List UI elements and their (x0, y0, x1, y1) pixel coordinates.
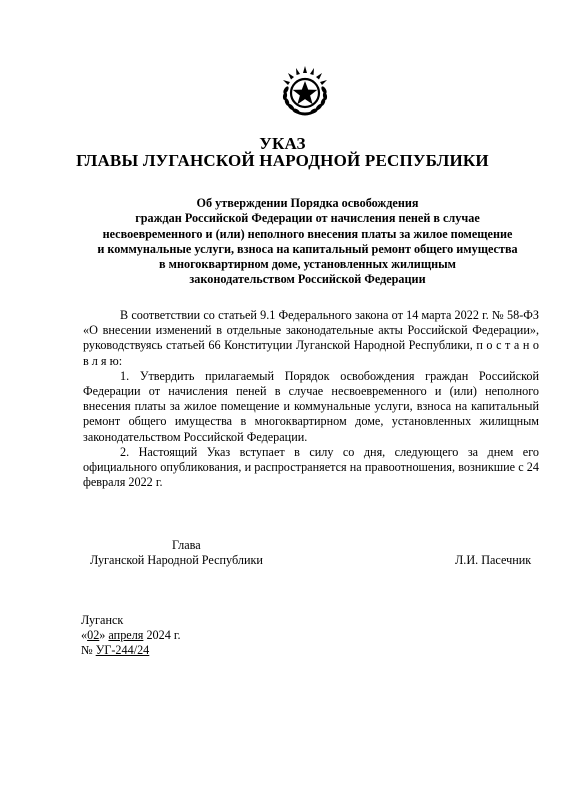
lpr-coat-of-arms-icon (276, 64, 334, 118)
decree-title: УКАЗ (259, 134, 306, 153)
subject-line: граждан Российской Федерации от начисления пеней в случае (135, 211, 480, 226)
number-prefix: № (81, 643, 96, 657)
decree-subject (40, 196, 565, 288)
signatory-position: Глава (172, 538, 201, 552)
number-value: УГ-244/24 (95, 643, 150, 657)
decree-issuer: ГЛАВЫ ЛУГАНСКОЙ НАРОДНОЙ РЕСПУБЛИКИ (76, 151, 489, 170)
subject-line: Об утверждении Порядка освобождения (196, 196, 419, 210)
date-day: 02 (87, 628, 100, 642)
issue-city: Луганск (81, 613, 124, 627)
subject-line: в многоквартирном доме, установленных жилищным (159, 257, 456, 272)
date-month: апреля (108, 628, 144, 642)
decree-number (81, 643, 149, 658)
subject-line: несвоевременного и (или) неполного внесения платы за жилое помещение (102, 226, 513, 241)
date-quote-close: » (99, 628, 109, 642)
preamble-paragraph: В соответствии со статьей 9.1 Федерального закона от 14 марта 2022 г. № 58-ФЗ «О внесении изменений в отдельные законодательные акты Российской Федерации», руководствуясь статьей 66 Конституции Луганской Народной Республики, п о с т а н о в л я ю: (83, 308, 539, 368)
subject-line: законодательством Российской Федерации (189, 272, 426, 287)
signatory-organization: Луганской Народной Республики (90, 553, 263, 567)
issue-date (81, 628, 181, 643)
date-year: 2024 г. (143, 628, 181, 642)
clause-2-paragraph: 2. Настоящий Указ вступает в силу со дня, следующего за днем его официального опубликования, и распространяется на правоотношения, возникшие с 24 февраля 2022 г. (83, 444, 539, 490)
date-quote-open: « (81, 628, 88, 642)
subject-line: и коммунальные услуги, взноса на капитальный ремонт общего имущества (97, 241, 518, 256)
clause-1-paragraph: 1. Утвердить прилагаемый Порядок освобождения граждан Российской Федерации от начисления пеней в случае несвоевременного и (или) неполного внесения платы за жилое помещение и коммунальные услуги, взноса на капитальный ремонт общего имущества в многоквартирном доме, установленных жилищным законодательством Российской Федерации. (83, 368, 539, 444)
decree-body (83, 308, 539, 490)
signatory-name: Л.И. Пасечник (455, 553, 532, 567)
